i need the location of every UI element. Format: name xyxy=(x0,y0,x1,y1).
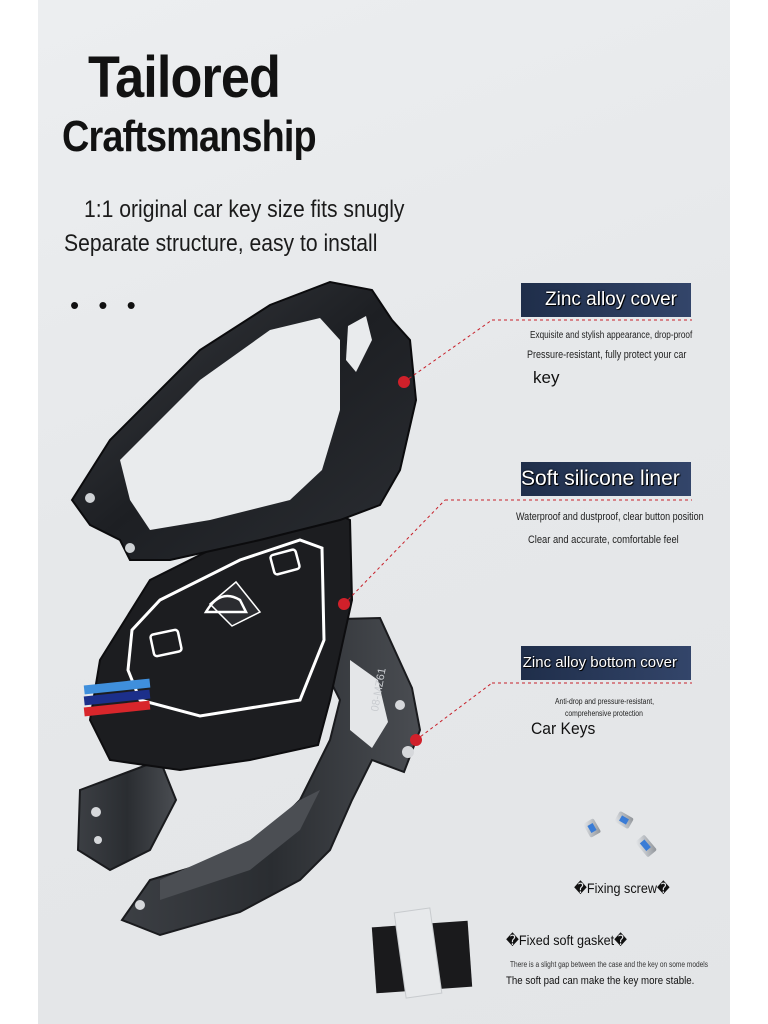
callout-bottom-line2: comprehensive protection xyxy=(565,709,643,718)
ellipsis-dots: • • • xyxy=(70,290,142,320)
callout-cover-title: Zinc alloy cover xyxy=(521,283,691,317)
gasket-label: �Fixed soft gasket� xyxy=(506,932,628,948)
callout-bottom-title: Zinc alloy bottom cover xyxy=(521,646,691,680)
callout-cover-line2: Pressure-resistant, fully protect your car xyxy=(527,349,687,361)
screw-label: �Fixing screw� xyxy=(574,880,670,896)
marker-bottom xyxy=(410,734,422,746)
gasket-note1: There is a slight gap between the case and the key on some models xyxy=(510,960,709,969)
marker-liner xyxy=(338,598,350,610)
callout-cover-line1: Exquisite and stylish appearance, drop-proof xyxy=(530,330,693,341)
callout-liner-line1: Waterproof and dustproof, clear button position xyxy=(516,511,704,523)
callout-bottom-line1: Anti-drop and pressure-resistant, xyxy=(555,697,655,706)
gasket-note2: The soft pad can make the key more stable. xyxy=(506,975,695,987)
callout-liner-title: Soft silicone liner xyxy=(521,462,691,496)
callout-bottom-line3: Car Keys xyxy=(531,719,596,738)
marker-cover xyxy=(398,376,410,388)
callout-cover-line3: key xyxy=(533,368,560,387)
gasket xyxy=(372,908,472,998)
callout-liner-line2: Clear and accurate, comfortable feel xyxy=(528,534,679,546)
subheadline-fit: 1:1 original car key size fits snugly xyxy=(84,196,405,223)
headline-line2: Craftsmanship xyxy=(62,112,316,161)
screws xyxy=(583,811,657,858)
engraving-text: 08-MZ61 xyxy=(369,667,389,713)
top-cover xyxy=(72,282,416,560)
subheadline-install: Separate structure, easy to install xyxy=(64,230,378,257)
headline-line1: Tailored xyxy=(88,45,280,110)
